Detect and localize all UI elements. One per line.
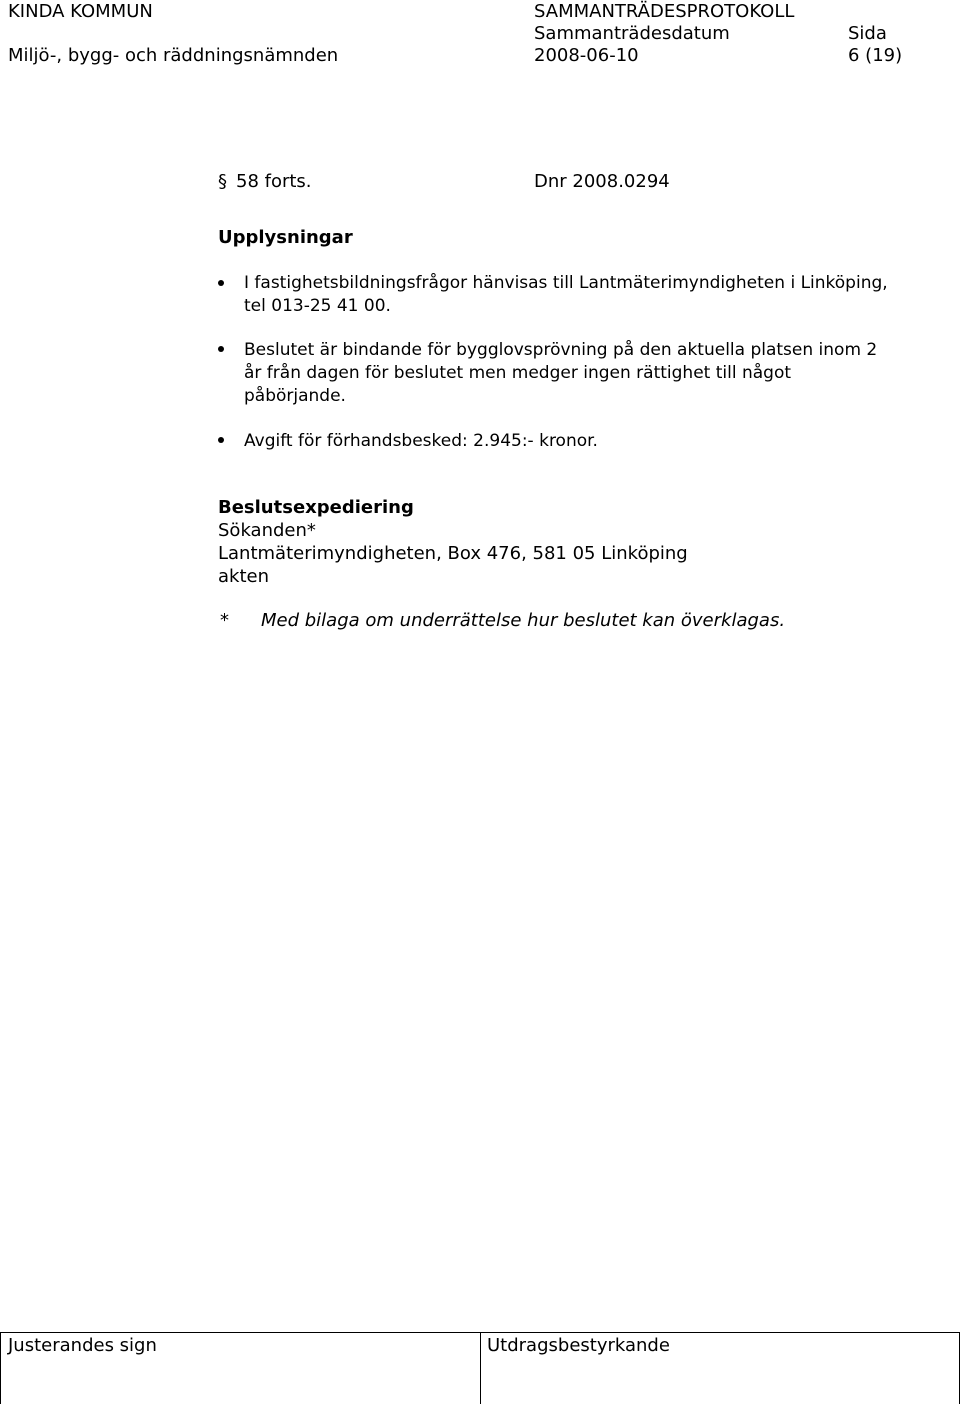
page-number: 6 (19) — [848, 45, 903, 66]
recipient-archive: akten — [218, 566, 269, 587]
list-item-line: I fastighetsbildningsfrågor hänvisas till Lantmäterimyndigheten i Linköping, — [244, 273, 888, 293]
dnr: Dnr 2008.0294 — [534, 171, 670, 192]
footer-divider — [480, 1332, 481, 1404]
doc-type: SAMMANTRÄDESPROTOKOLL — [534, 1, 795, 22]
paragraph-ref: 58 forts. — [236, 171, 312, 192]
recipient-applicant: Sökanden* — [218, 520, 316, 541]
committee-name: Miljö-, bygg- och räddningsnämnden — [8, 45, 339, 66]
beslutsexpediering-heading: Beslutsexpediering — [218, 497, 414, 518]
date-label: Sammanträdesdatum — [534, 23, 730, 44]
meeting-date: 2008-06-10 — [534, 45, 639, 66]
org-name: KINDA KOMMUN — [8, 1, 153, 22]
note-text: Med bilaga om underrättelse hur beslutet kan överklagas. — [261, 610, 786, 631]
list-item-line: påbörjande. — [244, 386, 346, 406]
bullet-icon — [218, 280, 224, 286]
recipient-lantmateri: Lantmäterimyndigheten, Box 476, 581 05 Linköping — [218, 543, 688, 564]
bullet-icon — [218, 437, 224, 443]
list-item-line: tel 013-25 41 00. — [244, 296, 391, 316]
upplysningar-heading: Upplysningar — [218, 227, 353, 248]
justerandes-sign-label: Justerandes sign — [8, 1335, 157, 1356]
utdragsbestyrkande-label: Utdragsbestyrkande — [487, 1335, 670, 1356]
paragraph-sign: § — [218, 171, 227, 192]
footer-left-border — [0, 1332, 1, 1404]
list-item-line: Beslutet är bindande för bygglovsprövning på den aktuella platsen inom 2 — [244, 340, 878, 360]
page-label: Sida — [848, 23, 887, 44]
list-item-line: Avgift för förhandsbesked: 2.945:- kronor. — [244, 431, 598, 451]
bullet-icon — [218, 346, 224, 352]
list-item-line: år från dagen för beslutet men medger ingen rättighet till något — [244, 363, 792, 383]
note-marker: * — [220, 610, 229, 631]
